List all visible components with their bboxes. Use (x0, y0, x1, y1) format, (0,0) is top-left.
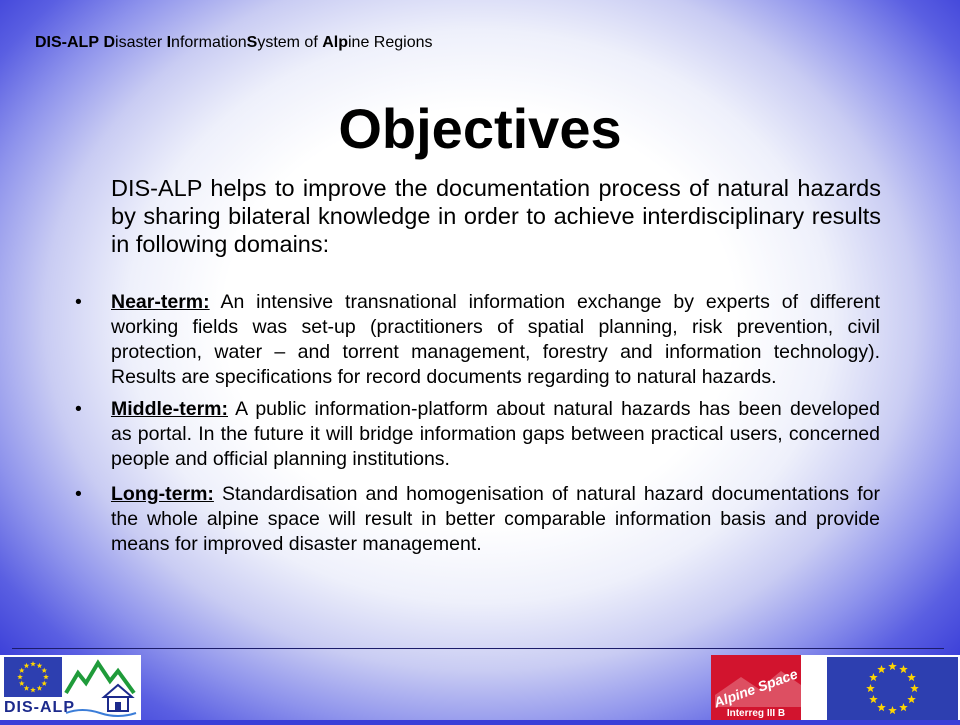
header-part: S (246, 34, 258, 51)
objectives-list (75, 290, 880, 564)
list-item-near-term (75, 290, 880, 390)
term-description: A public information-platform about natural hazards has been developed as portal. In the future it will bridge information gaps between practical users, concerned people and official planning institutions. (111, 398, 880, 470)
alpine-space-logo (711, 655, 827, 720)
disalp-logo (0, 655, 141, 720)
bullet-icon: • (75, 291, 82, 313)
term-label: Long-term: (111, 483, 214, 505)
footer-divider (12, 648, 944, 649)
header-part: Alp (322, 34, 348, 51)
alpine-logo-title: Alpine Space (711, 665, 800, 711)
bullet-icon: • (75, 398, 82, 420)
header-part: D (103, 34, 116, 51)
mountain-house-icon (64, 657, 140, 717)
eu-flag-logo (827, 655, 960, 720)
disalp-logo-text: DIS-ALP (4, 699, 75, 716)
eu-flag-large-icon (827, 657, 958, 720)
term-description: Standardisation and homogenisation of natural hazard documentations for the whole alpine space will result in better comparable information basis and provide means for improved disaster management. (111, 483, 880, 555)
header-part: nformation (171, 34, 247, 51)
header-part: I (166, 34, 172, 51)
eu-flag-icon (4, 657, 62, 697)
header-part: ystem of (257, 34, 323, 51)
header-part: ine Regions (348, 34, 433, 51)
header-title (35, 34, 433, 52)
list-item-long-term (75, 482, 880, 557)
intro-paragraph: DIS-ALP helps to improve the documentation process of natural hazards by sharing bilateral knowledge in order to achieve interdisciplinary results in following domains: (111, 175, 881, 257)
header-part: DIS-ALP (35, 34, 99, 51)
page-title: Objectives (338, 97, 622, 160)
list-item-middle-term (75, 397, 880, 472)
header-part: isaster (115, 34, 167, 51)
bullet-icon: • (75, 483, 82, 505)
term-label: Middle-term: (111, 398, 228, 420)
term-description: An intensive transnational information exchange by experts of different working fields was set-up (practitioners of spatial planning, risk prevention, civil protection, water – and torrent management, forestry and information technology). Results are specifications for record documents regarding to natural hazards. (111, 291, 880, 388)
alpine-logo-subtitle: Interreg III B (726, 708, 786, 719)
alpine-space-icon (711, 655, 827, 720)
term-label: Near-term: (111, 291, 210, 313)
